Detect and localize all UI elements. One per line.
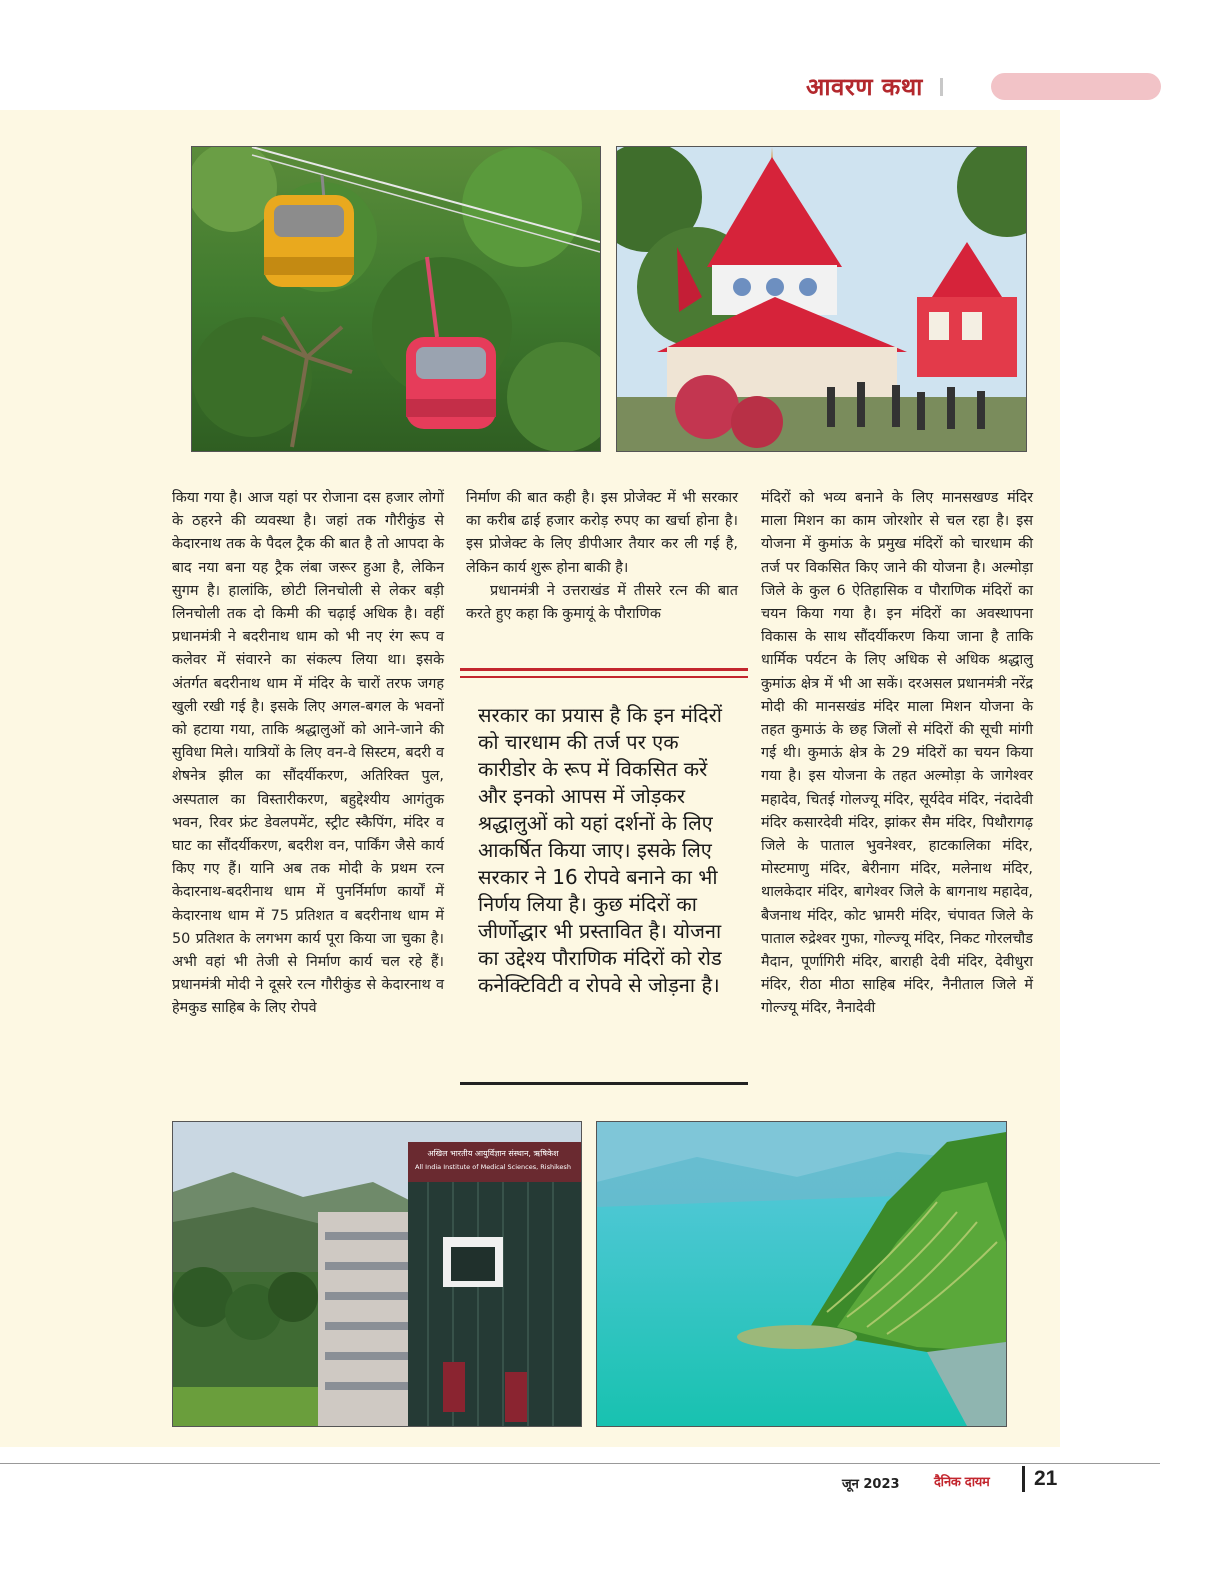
pullquote-top-rule-thin [460, 676, 748, 678]
pullquote-top-rule [460, 668, 748, 671]
section-title: आवरण कथा [806, 73, 923, 101]
pullquote-bottom-rule [460, 1082, 748, 1085]
ropeway-photo [191, 146, 601, 452]
column-2-paragraph-1: निर्माण की बात कही है। इस प्रोजेक्ट में भी सरकार का करीब ढाई हजार करोड़ रुपए का खर्चा होना है। इस प्रोजेक्ट के लिए डीपीआर तैयार कर ली गई है, लेकिन कार्य शुरू होना बाकी है। [466, 490, 738, 576]
hospital-sign-hindi: अखिल भारतीय आयुर्विज्ञान संस्थान, ऋषिकेश [427, 1149, 559, 1158]
column-3-paragraph: मंदिरों को भव्य बनाने के लिए मानसखण्ड मंदिर माला मिशन का काम जोरशोर से चल रहा है। इस योजना में कुमांऊ के प्रमुख मंदिरों को चारधाम की तर्ज पर विकसित किए जाने की योजना है। अल्मोड़ा जिले के कुल 6 ऐतिहासिक व पौराणिक मंदिरों का चयन किया गया है। इन मंदिरों का अवस्थापना विकास के साथ सौंदर्यीकरण किया जाना है ताकि धार्मिक पर्यटन के लिए अधिक से अधिक श्रद्धालु कुमांऊ क्षेत्र में भी आ सकें। दरअसल प्रधानमंत्री नरेंद्र मोदी की मानसखंड मंदिर माला मिशन योजना के तहत कुमाऊं के छह जिलों से मंदिरों की सूची मांगी गई थी। कुमाऊं क्षेत्र के 29 मंदिरों का चयन किया गया है। इस योजना के तहत अल्मोड़ा के जागेश्वर महादेव, चितई गोलज्यू मंदिर, सूर्यदेव मंदिर, नंदादेवी मंदिर कसारदेवी मंदिर, झांकर सैम मंदिर, पिथौरागढ़ जिले के पाताल भुवनेश्वर, हाटकालिका मंदिर, मोस्टमाणु मंदिर, बेरीनाग मंदिर, मलेनाथ मंदिर, थालकेदार मंदिर, बागेश्वर जिले के बागनाथ महादेव, बैजनाथ मंदिर, कोट भ्रामरी मंदिर, चंपावत जिले के पाताल रुद्रेश्वर गुफा, गोल्ज्यू मंदिर, निकट गोरलचौड मैदान, पूर्णागिरी मंदिर, बाराही देवी मंदिर, देवीधुरा मंदिर, रीठा मीठा साहिब मंदिर, नैनीताल जिले में गोल्ज्यू मंदिर, नैनादेवी [761, 490, 1033, 1017]
footer-bar-divider [1022, 1466, 1025, 1492]
lake-photo [596, 1121, 1007, 1427]
temple-photo [616, 146, 1027, 452]
hospital-sign-english: All India Institute of Medical Sciences, Rishikesh [415, 1163, 571, 1171]
hospital-photo [172, 1121, 582, 1427]
pullquote-text: सरकार का प्रयास है कि इन मंदिरों को चारधाम की तर्ज पर एक कारीडोर के रूप में विकसित करें और इनको आपस में जोड़कर श्रद्धालुओं को यहां दर्शनों के लिए आकर्षित किया जाए। इसके लिए सरकार ने 16 रोपवे बनाने का भी निर्णय लिया है। कुछ मंदिरों का जीर्णोद्धार भी प्रस्तावित है। योजना का उद्देश्य पौराणिक मंदिरों को रोड कनेक्टिविटी व रोपवे से जोड़ना है। [478, 703, 722, 997]
article-column-1 [172, 487, 444, 1021]
header-divider [940, 78, 943, 96]
header-pill-decoration [991, 73, 1161, 100]
article-column-2 [466, 487, 738, 626]
magazine-name: दैनिक दायम [934, 1475, 990, 1490]
page-number: 21 [1034, 1467, 1058, 1490]
column-2-paragraph-2: प्रधानमंत्री ने उत्तराखंड में तीसरे रत्न की बात करते हुए कहा कि कुमायूं के पौराणिक [466, 582, 738, 623]
footer-divider [0, 1463, 1160, 1464]
article-column-3 [761, 487, 1033, 1021]
column-1-paragraph: किया गया है। आज यहां पर रोजाना दस हजार लोगों के ठहरने की व्यवस्था है। जहां तक गौरीकुंड से केदारनाथ तक के पैदल ट्रैक की बात है तो आपदा के बाद नया बना यह ट्रैक लंबा जरूर हुआ है, लेकिन सुगम है। हालांकि, छोटी लिनचोली से लेकर बड़ी लिनचोली तक दो किमी की चढ़ाई अधिक है। वहीं प्रधानमंत्री ने बदरीनाथ धाम को भी नए रंग रूप व कलेवर में संवारने का संकल्प लिया था। इसके अंतर्गत बदरीनाथ धाम में मंदिर के चारों तरफ जगह खुली रखी गई है। इसके लिए अगल-बगल के भवनों को हटाया गया, ताकि श्रद्धालुओं को आने-जाने की सुविधा मिले। यात्रियों के लिए वन-वे सिस्टम, बदरी व शेषनेत्र झील का सौंदर्यीकरण, अतिरिक्त पुल, अस्पताल का विस्तारीकरण, बहुद्देश्यीय आगंतुक भवन, रिवर फ्रंट डेवलपमेंट, स्ट्रीट स्कैपिंग, मंदिर व घाट का सौंदर्यीकरण, बदरीश वन, पार्किंग जैसे कार्य किए गए हैं। यानि अब तक मोदी के प्रथम रत्न केदारनाथ-बदरीनाथ धाम में पुनर्निर्माण कार्यों में केदारनाथ धाम में 75 प्रतिशत व बदरीनाथ धाम में 50 प्रतिशत के लगभग कार्य पूरा किया जा चुका है। अभी वहां भी तेजी से निर्माण कार्य चल रहे हैं। प्रधानमंत्री मोदी ने दूसरे रत्न गौरीकुंड से केदारनाथ व हेमकुड साहिब के लिए रोपवे [172, 490, 444, 1017]
issue-date: जून 2023 [842, 1477, 900, 1492]
